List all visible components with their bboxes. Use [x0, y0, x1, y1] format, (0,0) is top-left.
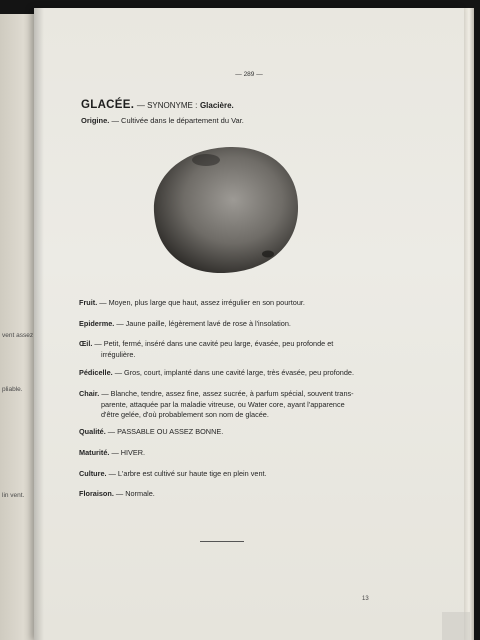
left-page-fragment: vent assez [2, 332, 34, 339]
page-number: — 289 — [235, 71, 263, 78]
field-text-continued: d'être gelée, d'où probablement son nom de glacée. [101, 410, 269, 419]
field-label: Culture. [79, 469, 107, 478]
field-oeil [79, 339, 374, 360]
field-text: — Gros, court, implanté dans une cavité large, très évasée, peu profonde. [114, 368, 355, 377]
variety-title [81, 99, 234, 111]
left-page-fragment: pliable. [2, 386, 23, 393]
field-qualite [79, 427, 374, 438]
field-label: Maturité. [79, 448, 110, 457]
field-text: — L'arbre est cultivé sur haute tige en plein vent. [108, 469, 267, 478]
field-text: — HIVER. [111, 448, 146, 457]
apple-photograph [146, 142, 302, 276]
field-text-continued: parente, attaquée par la maladie vitreuse, ou Water core, ayant l'apparence [101, 399, 345, 409]
field-culture [79, 469, 374, 480]
field-label: Œil. [79, 339, 93, 348]
field-chair [79, 389, 374, 421]
field-label: Qualité. [79, 427, 106, 436]
variety-name: GLACÉE. [81, 99, 135, 111]
watermark-logo [442, 612, 470, 640]
field-pedicelle [79, 368, 374, 379]
field-label: Pédicelle. [79, 368, 113, 377]
field-text: — Jaune paille, légèrement lavé de rose à l'insolation. [116, 319, 291, 328]
field-text: — Blanche, tendre, assez fine, assez sucrée, à parfum spécial, souvent trans- [101, 389, 354, 398]
field-text-continued: irrégulière. [101, 349, 136, 359]
field-maturite [79, 448, 374, 459]
field-text: — Normale. [115, 489, 155, 498]
field-epiderme [79, 319, 374, 330]
field-fruit [79, 298, 374, 309]
field-label: Floraison. [79, 489, 114, 498]
left-page-fragment: lin vent. [2, 492, 25, 499]
field-floraison [79, 489, 374, 500]
signature-number: 13 [362, 596, 369, 602]
section-separator [200, 541, 244, 542]
synonym-label: — SYNONYME : [136, 101, 198, 110]
origin-line [81, 116, 244, 125]
field-label: Fruit. [79, 298, 98, 307]
field-text: — Petit, fermé, inséré dans une cavité peu large, évasée, peu profonde et [94, 339, 334, 348]
field-label: Chair. [79, 389, 100, 398]
field-text: — Moyen, plus large que haut, assez irrégulier en son pourtour. [99, 298, 305, 307]
origin-label: Origine. [81, 116, 110, 125]
gutter-shadow [34, 8, 44, 640]
field-label: Epiderme. [79, 319, 115, 328]
book-page [34, 8, 464, 640]
origin-text: — Cultivée dans le département du Var. [111, 116, 244, 125]
field-text: — PASSABLE OU ASSEZ BONNE. [107, 427, 224, 436]
synonym-value: Glacière. [199, 101, 234, 110]
